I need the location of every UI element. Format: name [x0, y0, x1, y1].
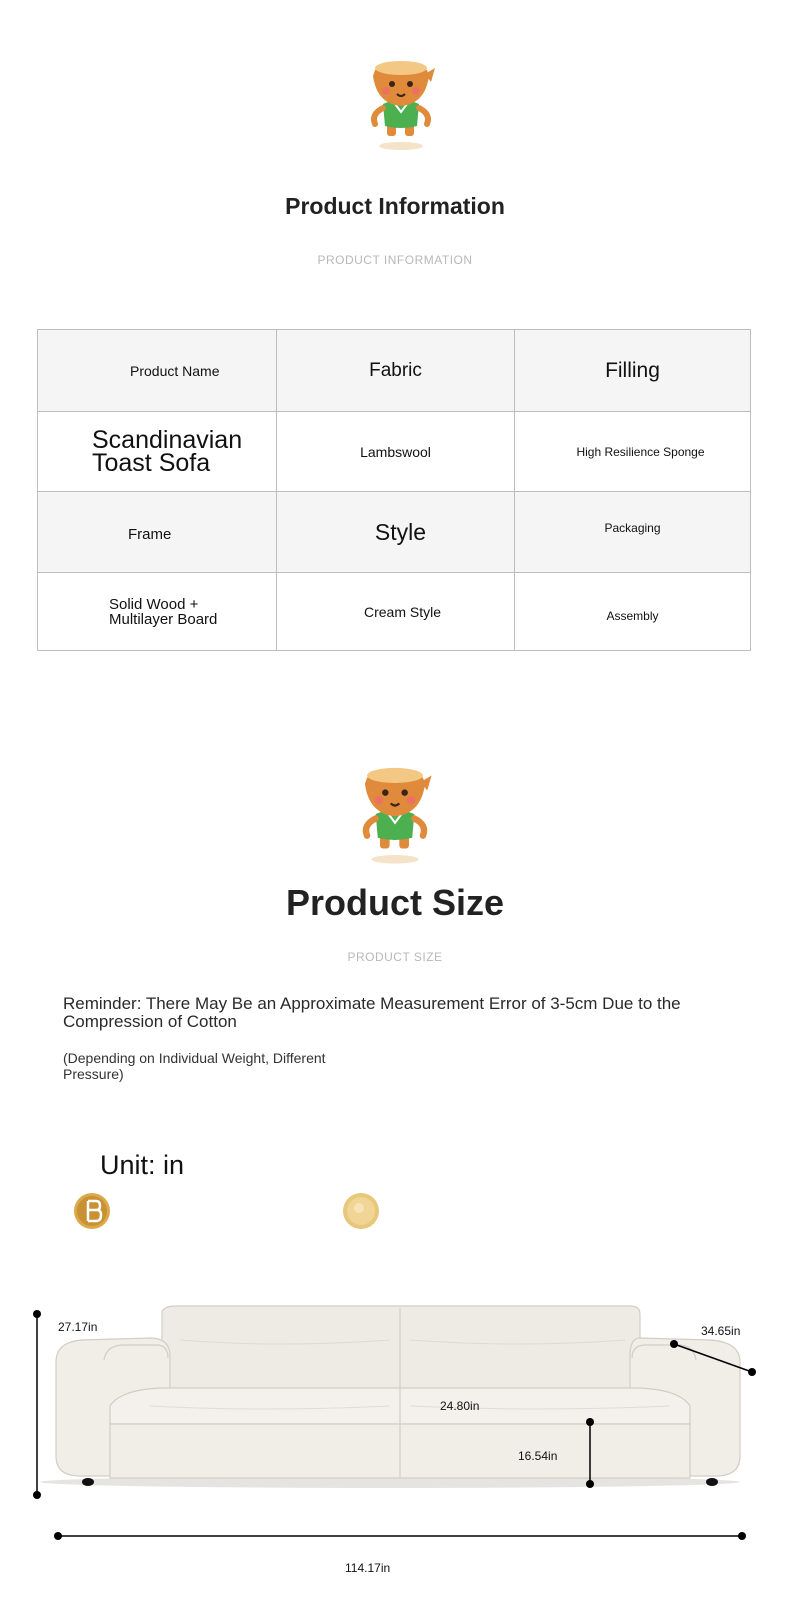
- table-row: [38, 330, 750, 411]
- table-cell: Assembly: [606, 608, 659, 623]
- page-subtitle: PRODUCT INFORMATION: [317, 253, 473, 267]
- table-row: [38, 491, 750, 572]
- size-section-title: Product Size: [285, 882, 505, 923]
- brand-coin-icon: [73, 1192, 111, 1230]
- table-row: [38, 572, 750, 650]
- gold-coin-icon: [342, 1192, 380, 1230]
- size-section-subtitle: PRODUCT SIZE: [347, 950, 443, 964]
- table-cell: Filling: [605, 359, 660, 382]
- dimension-lines: [0, 1300, 790, 1560]
- table-cell: Solid Wood + Multilayer Board: [109, 595, 218, 628]
- table-cell: Frame: [128, 525, 172, 543]
- width-dimension-label: 114.17in: [345, 1561, 391, 1575]
- table-cell: Cream Style: [363, 603, 442, 620]
- table-cell: Style: [374, 518, 427, 545]
- measurement-reminder: Reminder: There May Be an Approximate Measurement Error of 3-5cm Due to the Compression of Cotton: [63, 994, 681, 1031]
- table-row: [38, 411, 750, 491]
- seat-height-dimension-label: 16.54in: [518, 1449, 558, 1463]
- table-cell: High Resilience Sponge: [576, 444, 705, 459]
- measurement-note: (Depending on Individual Weight, Different Pressure): [63, 1050, 326, 1082]
- seat-depth-dimension-label: 24.80in: [440, 1399, 480, 1413]
- table-cell: Scandinavian Toast Sofa: [92, 425, 243, 477]
- height-dimension-label: 27.17in: [58, 1320, 98, 1334]
- depth-dimension-label: 34.65in: [701, 1324, 741, 1338]
- unit-label: Unit: in: [100, 1150, 185, 1180]
- spec-table: [37, 329, 751, 651]
- table-cell: Packaging: [604, 521, 661, 535]
- page-title: Product Information: [285, 193, 505, 219]
- table-cell: Lambswool: [360, 443, 431, 460]
- table-cell: Product Name: [130, 362, 220, 379]
- table-cell: Fabric: [369, 360, 422, 381]
- table-divider: [276, 330, 277, 650]
- mascot-icon: [352, 758, 438, 866]
- mascot-icon: [361, 52, 441, 152]
- table-divider: [514, 330, 515, 650]
